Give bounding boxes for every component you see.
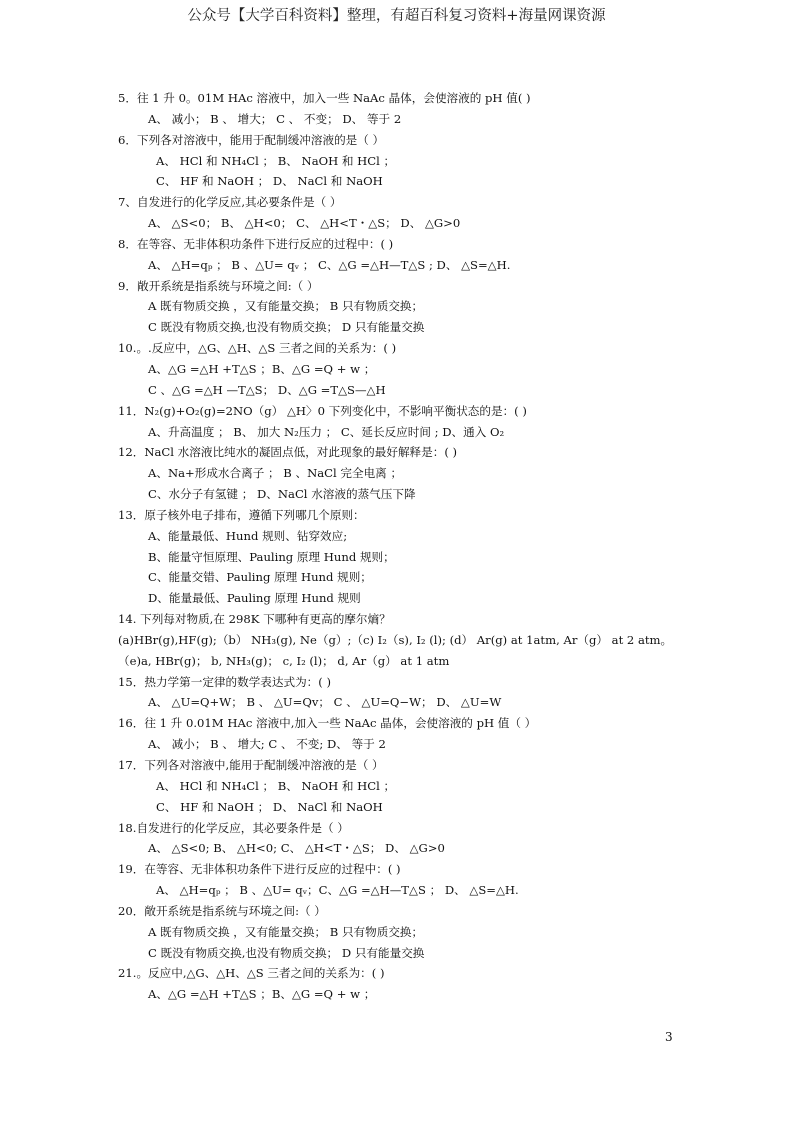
question-stem: 15．热力学第一定律的数学表达式为：( ) bbox=[118, 674, 331, 689]
answer-options: (a)HBr(g),HF(g);（b） NH₃(g), Ne（g）;（c) I₂（s), I₂ (l); (d） Ar(g) at 1atm, Ar（g） at 2 atm。 bbox=[118, 632, 673, 647]
page-header: 公众号【大学百科资料】整理，有超百科复习资料+海量网课资源 bbox=[187, 8, 606, 24]
answer-options: A、 HCl 和 NH₄Cl ； B、 NaOH 和 HCl ； bbox=[156, 153, 396, 168]
question-stem: 16．往 1 升 0.01M HAc 溶液中,加入一些 NaAc 晶体，会使溶液的 pH 值（ ） bbox=[118, 716, 537, 731]
question-stem: 10.。.反应中，△G、△H、△S 三者之间的关系为：( ) bbox=[118, 341, 397, 356]
answer-options: C 既没有物质交换,也没有物质交换； D 只有能量交换 bbox=[148, 945, 425, 960]
answer-options: A、△G =△H +T△S ；B、△G =Q + w ； bbox=[148, 361, 376, 376]
question-stem: 6．下列各对溶液中，能用于配制缓冲溶液的是（ ） bbox=[118, 132, 385, 147]
question-stem: 19．在等容、无非体积功条件下进行反应的过程中：( ) bbox=[118, 862, 401, 877]
answer-options: C、 HF 和 NaOH ； D、 NaCl 和 NaOH bbox=[156, 174, 383, 189]
answer-options: A、 △S<0; B、 △H<0; C、 △H<T・△S； D、 △G>0 bbox=[148, 841, 445, 856]
answer-options: A、升高温度 ； B、 加大 N₂压力 ； C、延长反应时间 ; D、通入 O₂ bbox=[148, 424, 505, 439]
question-stem: 9．敞开系统是指系统与环境之间:（ ） bbox=[118, 278, 319, 293]
answer-options: B、能量守恒原理、Pauling 原理 Hund 规则； bbox=[148, 549, 395, 564]
answer-options: A 既有物质交换 ，又有能量交换； B 只有物质交换； bbox=[148, 299, 424, 314]
question-stem: 11．N₂(g)+O₂(g)=2NO（g） △H〉0 下列变化中，不影响平衡状态的是：( ) bbox=[118, 403, 527, 418]
question-stem: 12．NaCl 水溶液比纯水的凝固点低，对此现象的最好解释是：( ) bbox=[118, 445, 458, 460]
answer-options: A、 △U=Q+W； B 、 △U=Qv； C 、 △U=Q−W； D、 △U=W bbox=[148, 695, 502, 710]
question-stem: 18.自发进行的化学反应，其必要条件是（ ） bbox=[118, 820, 349, 835]
answer-options: A、能量最低、Hund 规则、钻穿效应; bbox=[148, 528, 348, 543]
answer-options: D、能量最低、Pauling 原理 Hund 规则 bbox=[148, 591, 361, 606]
question-list bbox=[118, 88, 718, 1005]
answer-options: A、Na+形成水合离子 ； B 、NaCl 完全电离 ； bbox=[148, 466, 403, 481]
answer-options: A、△G =△H +T△S ；B、△G =Q + w ； bbox=[148, 987, 376, 1002]
answer-options: C、能量交错、Pauling 原理 Hund 规则； bbox=[148, 570, 372, 585]
answer-options: A、 △S<0； B、 △H<0； C、 △H<T・△S； D、 △G>0 bbox=[148, 216, 461, 231]
question-stem: 8．在等容、无非体积功条件下进行反应的过程中：( ) bbox=[118, 236, 394, 251]
question-stem: 17．下列各对溶液中,能用于配制缓冲溶液的是（ ） bbox=[118, 758, 384, 772]
answer-options: A、 HCl 和 NH₄Cl ； B、 NaOH 和 HCl ； bbox=[156, 778, 396, 793]
answer-options: A、 △H=qₚ ； B 、△U= qᵥ ； C、△G =△H—T△S ; D、 △S=△H. bbox=[148, 257, 511, 272]
question-stem: 13．原子核外电子排布，遵循下列哪几个原则： bbox=[118, 507, 365, 522]
question-stem: 14. 下列每对物质,在 298K 下哪种有更高的摩尔熵？ bbox=[118, 612, 391, 627]
question-stem: 7、自发进行的化学反应,其必要条件是（ ） bbox=[118, 195, 342, 210]
answer-options: A、 △H=qₚ ； B 、△U= qᵥ；C、△G =△H—T△S ； D、 △S=△H. bbox=[156, 883, 519, 898]
answer-options: C 既没有物质交换,也没有物质交换； D 只有能量交换 bbox=[148, 320, 425, 335]
answer-options: C 、△G =△H —T△S； D、△G =T△S—△H bbox=[148, 382, 386, 397]
question-stem: 5．往 1 升 0。01M HAc 溶液中，加入一些 NaAc 晶体，会使溶液的 pH 值( ) bbox=[118, 91, 531, 105]
question-stem: 20．敞开系统是指系统与环境之间:（ ） bbox=[118, 903, 326, 918]
answer-options: C、 HF 和 NaOH ； D、 NaCl 和 NaOH bbox=[156, 799, 383, 814]
answer-options: A、 减小； B 、 增大； C 、 不变； D、 等于 2 bbox=[148, 111, 402, 126]
answer-options: （e)a, HBr(g)； b, NH₃(g)； c, I₂ (l)； d, Ar（g） at 1 atm bbox=[118, 653, 450, 668]
answer-options: A 既有物质交换 ，又有能量交换； B 只有物质交换； bbox=[148, 924, 424, 939]
page-number: 3 bbox=[665, 1030, 673, 1044]
answer-options: A、 减小； B 、 增大; C 、 不变; D、 等于 2 bbox=[148, 737, 386, 752]
answer-options: C、水分子有氢键 ； D、NaCl 水溶液的蒸气压下降 bbox=[148, 487, 416, 502]
question-stem: 21.。反应中,△G、△H、△S 三者之间的关系为：( ) bbox=[118, 966, 385, 981]
